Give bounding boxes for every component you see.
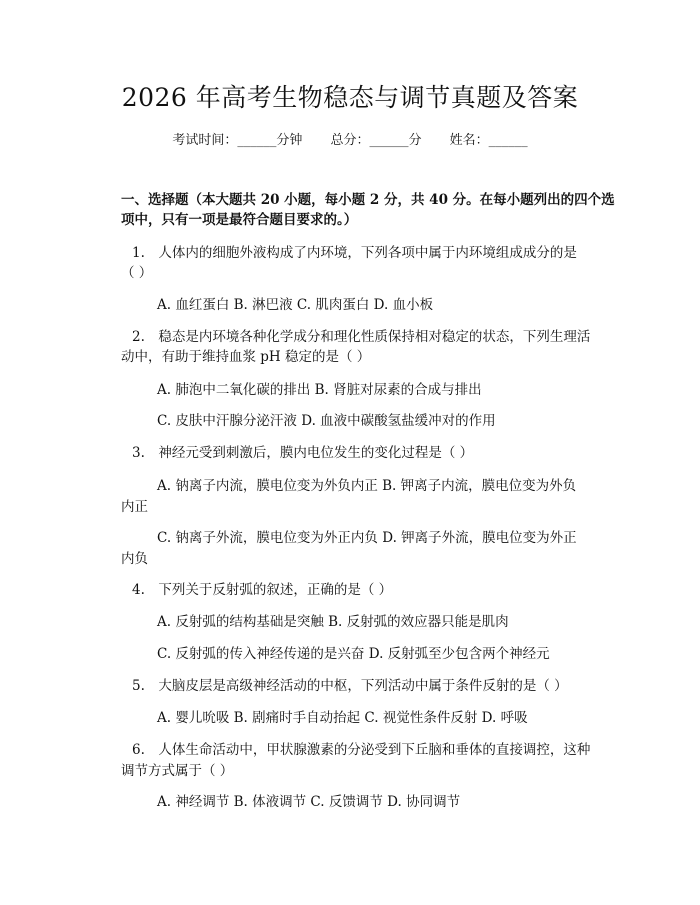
page-title: 2026 年高考生物稳态与调节真题及答案 [121, 83, 579, 112]
question-5-options: A. 婴儿吮吸 B. 剧痛时手自动抬起 C. 视觉性条件反射 D. 呼吸 [157, 710, 528, 726]
section-heading-line-1: 一、选择题（本大题共 20 小题，每小题 2 分，共 40 分。在每小题列出的四个选 [121, 192, 615, 208]
question-6-stem-cont: 调节方式属于（ ） [121, 763, 234, 779]
exam-info-row [0, 131, 700, 151]
question-2-stem-cont: 动中，有助于维持血浆 pH 稳定的是（ ） [121, 349, 371, 365]
question-5-stem: 5. 大脑皮层是高级神经活动的中枢，下列活动中属于条件反射的是（ ） [132, 678, 568, 694]
question-6-options: A. 神经调节 B. 体液调节 C. 反馈调节 D. 协同调节 [157, 794, 461, 810]
exam-time-field: 考试时间：______分钟 [172, 133, 303, 148]
total-score-field: 总分：______分 [330, 133, 422, 148]
question-1-options: A. 血红蛋白 B. 淋巴液 C. 肌肉蛋白 D. 血小板 [157, 297, 434, 313]
question-2-options-ab: A. 肺泡中二氧化碳的排出 B. 肾脏对尿素的合成与排出 [157, 382, 482, 398]
question-4-options-ab: A. 反射弧的结构基础是突触 B. 反射弧的效应器只能是肌肉 [157, 614, 509, 630]
question-6-stem: 6. 人体生命活动中，甲状腺激素的分泌受到下丘脑和垂体的直接调控，这种 [132, 742, 591, 758]
question-1-stem-cont: （ ） [121, 265, 153, 281]
question-3-options-ab-cont: 内正 [121, 499, 148, 515]
question-2-stem: 2. 稳态是内环境各种化学成分和理化性质保持相对稳定的状态，下列生理活 [132, 329, 591, 345]
question-3-stem: 3. 神经元受到刺激后，膜内电位发生的变化过程是（ ） [132, 445, 474, 461]
student-name-field: 姓名：______ [449, 133, 528, 148]
question-3-options-cd: C. 钠离子外流，膜电位变为外正内负 D. 钾离子外流，膜电位变为外正 [157, 530, 577, 546]
question-3-options-ab: A. 钠离子内流，膜电位变为外负内正 B. 钾离子内流，膜电位变为外负 [157, 478, 577, 494]
question-4-options-cd: C. 反射弧的传入神经传递的是兴奋 D. 反射弧至少包含两个神经元 [157, 646, 550, 662]
question-2-options-cd: C. 皮肤中汗腺分泌汗液 D. 血液中碳酸氢盐缓冲对的作用 [157, 413, 496, 429]
section-heading-line-2: 项中，只有一项是最符合题目要求的。） [121, 212, 358, 228]
question-1-stem: 1. 人体内的细胞外液构成了内环境，下列各项中属于内环境组成成分的是 [132, 245, 577, 261]
question-4-stem: 4. 下列关于反射弧的叙述，正确的是（ ） [132, 582, 393, 598]
question-3-options-cd-cont: 内负 [121, 551, 148, 567]
